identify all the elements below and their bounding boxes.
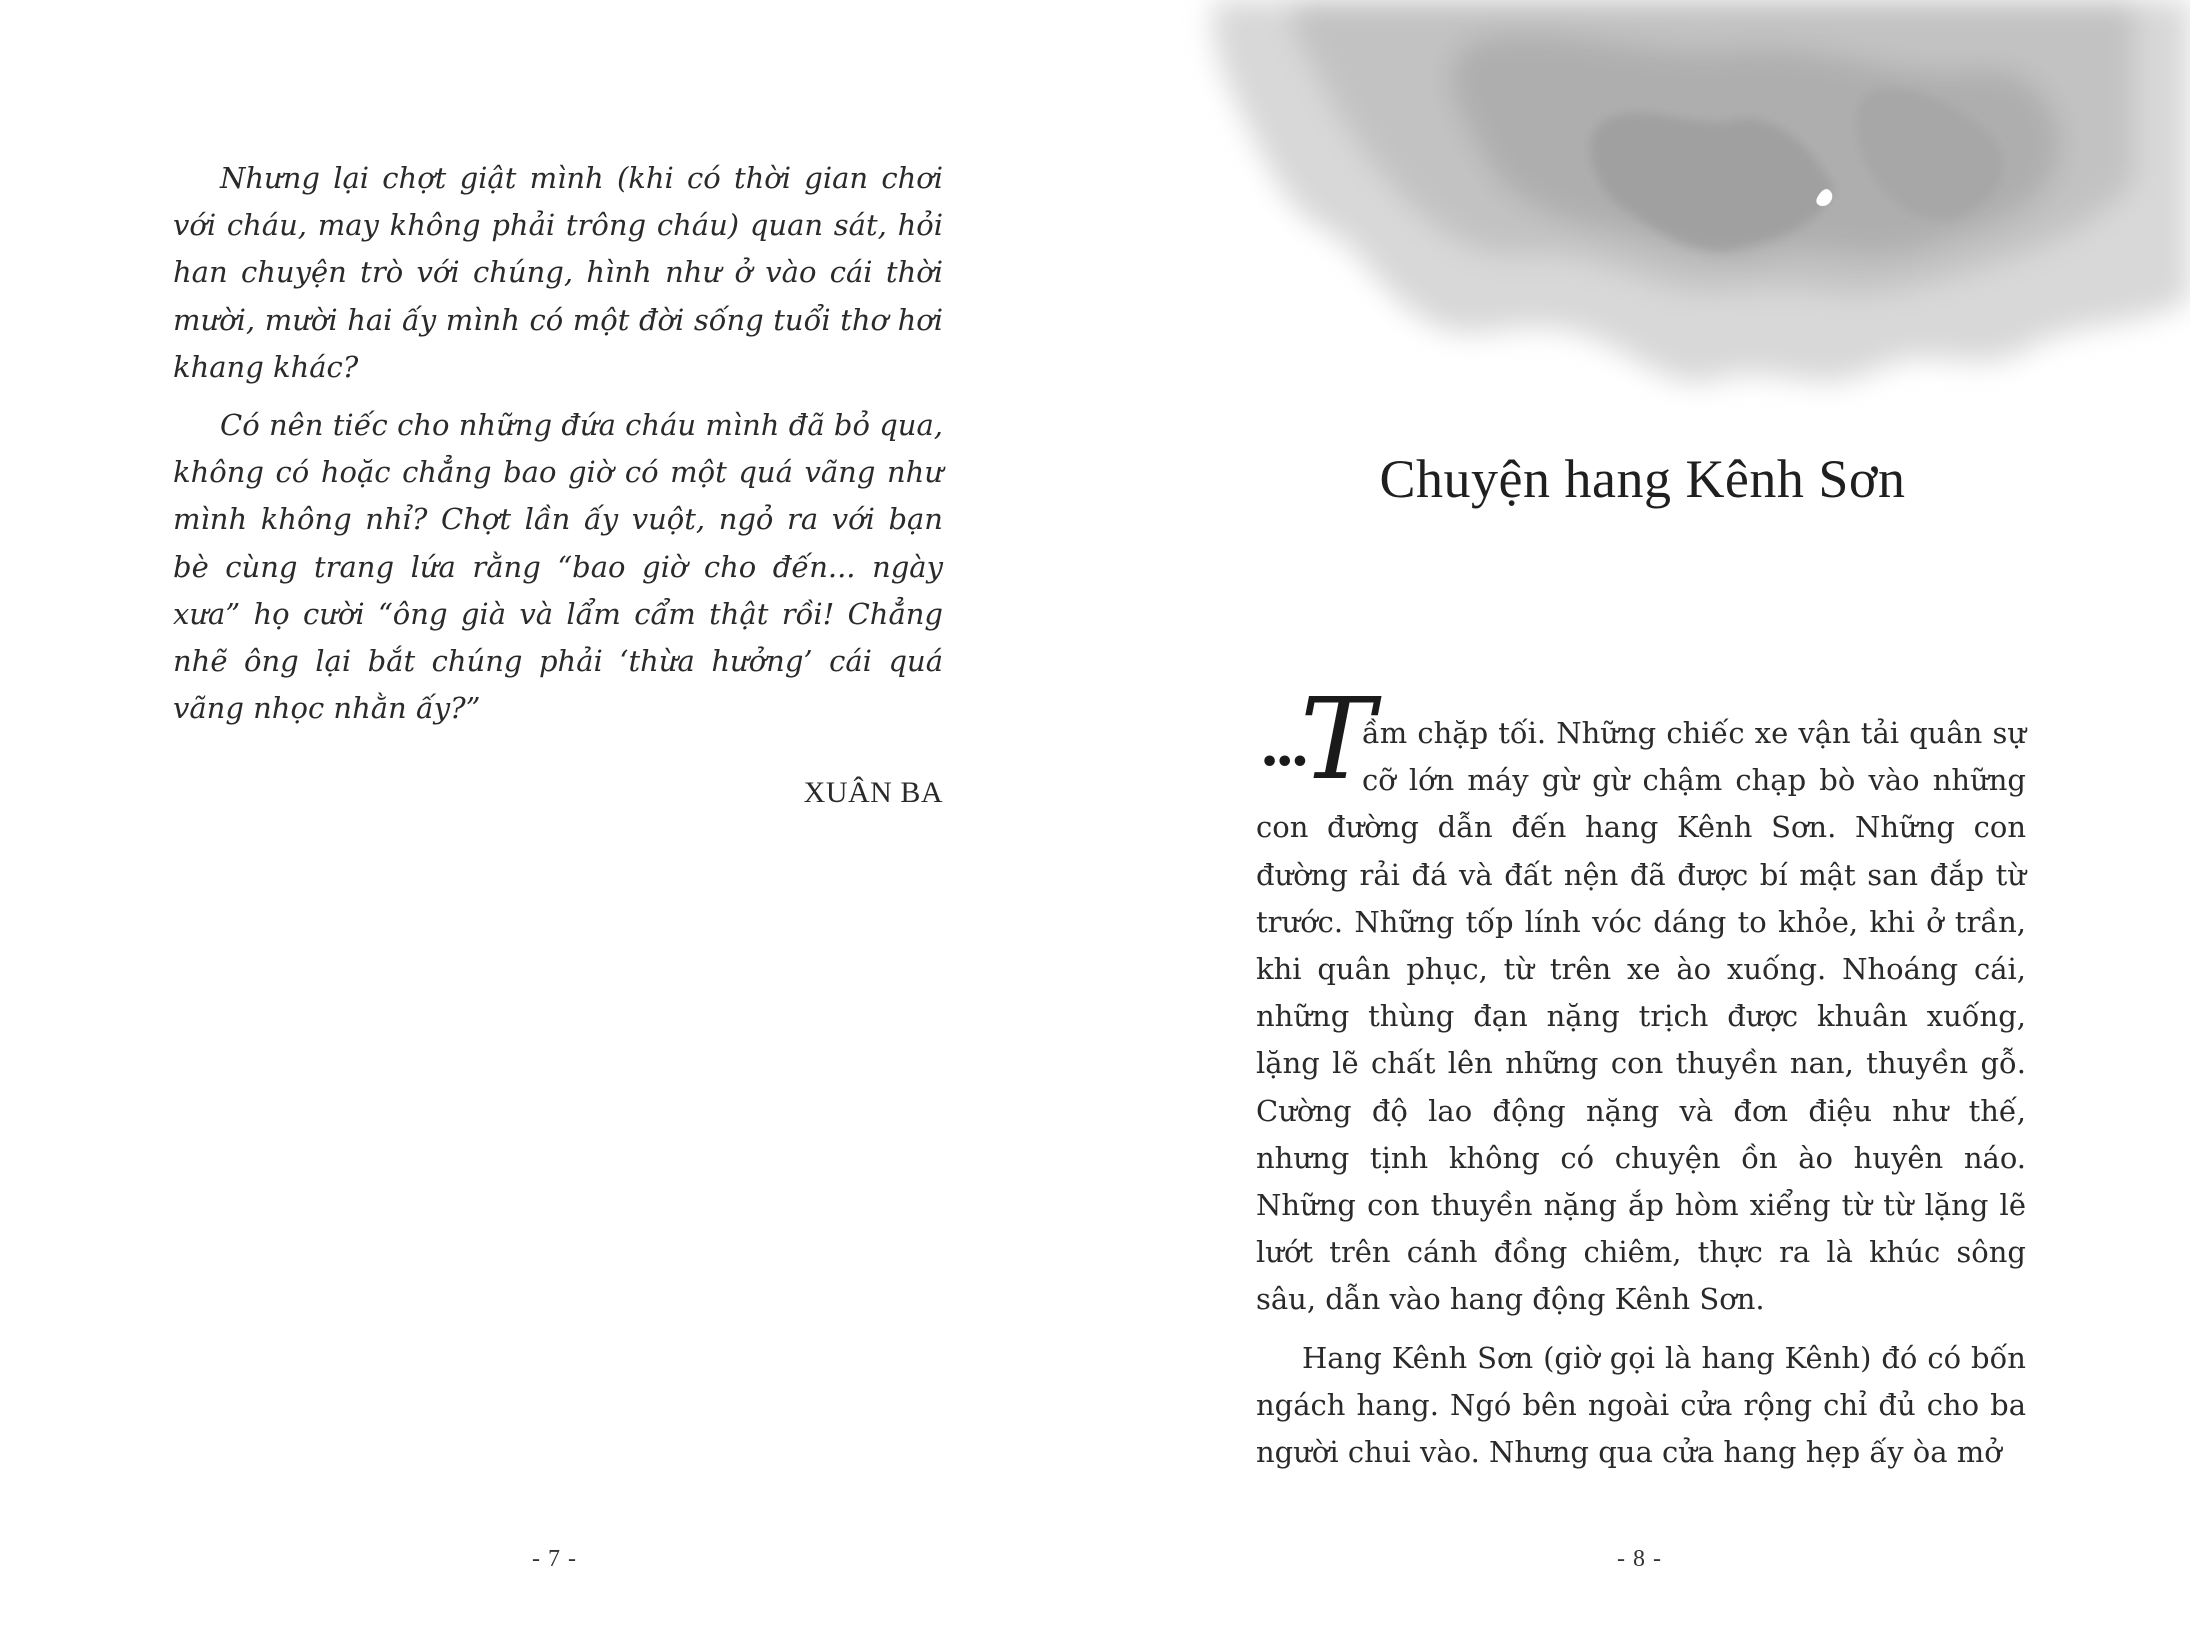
drop-cap-ellipsis: ••• <box>1260 745 1306 780</box>
page-number-right: - 8 - <box>1617 1546 1662 1572</box>
ink-wash-illustration <box>1175 0 2190 420</box>
right-paragraph-2: Hang Kênh Sơn (giờ gọi là hang Kênh) đó có bốn ngách hang. Ngó bên ngoài cửa rộng chỉ đủ cho ba người chui vào. Nhưng qua cửa hang hẹp ấy òa mở <box>1256 1340 2026 1470</box>
right-page <box>1095 0 2190 1646</box>
drop-cap <box>1256 675 1375 805</box>
chapter-title: Chuyện hang Kênh Sơn <box>1379 449 1906 509</box>
left-page-body <box>173 155 943 743</box>
right-page-body <box>1256 675 2026 1487</box>
drop-cap-letter: T <box>1300 675 1375 805</box>
author-signature: XUÂN BA <box>803 776 943 809</box>
left-paragraph-2: Có nên tiếc cho những đứa cháu mình đã bỏ qua, không có hoặc chẳng bao giờ có một quá vãng như mình không nhỉ? Chợt lần ấy vuột, ngỏ ra với bạn bè cùng trang lứa rằng “bao giờ cho đến... ngày xưa” họ cười “ông già và lẩm cẩm thật rồi! Chẳng nhẽ ông lại bắt chúng phải ‘thừa hưởng’ cái quá vãng nhọc nhằn ấy?” <box>173 408 943 726</box>
right-paragraph-1-text: ầm chặp tối. Những chiếc xe vận tải quân sự cỡ lớn máy gừ gừ chậm chạp bò vào những con đường dẫn đến hang Kênh Sơn. Những con đường rải đá và đất nện đã được bí mật san đắp từ trước. Những tốp lính vóc dáng to khỏe, khi ở trần, khi quân phục, từ trên xe ào xuống. Nhoáng cái, những thùng đạn nặng trịch được khuân xuống, lặng lẽ chất lên những con thuyền nan, thuyền gỗ. Cường độ lao động nặng và đơn điệu như thế, nhưng tịnh không có chuyện ồn ào huyên náo. Những con thuyền nặng ắp hòm xiểng từ từ lặng lẽ lướt trên cánh đồng chiêm, thực ra là khúc sông sâu, dẫn vào hang động Kênh Sơn. <box>1256 716 2026 1317</box>
page-number-left: - 7 - <box>532 1546 577 1572</box>
right-paragraph-1 <box>1256 675 2026 1324</box>
left-paragraph-1: Nhưng lại chợt giật mình (khi có thời gian chơi với cháu, may không phải trông cháu) quan sát, hỏi han chuyện trò với chúng, hình như ở vào cái thời mười, mười hai ấy mình có một đời sống tuổi thơ hơi khang khác? <box>173 161 943 384</box>
